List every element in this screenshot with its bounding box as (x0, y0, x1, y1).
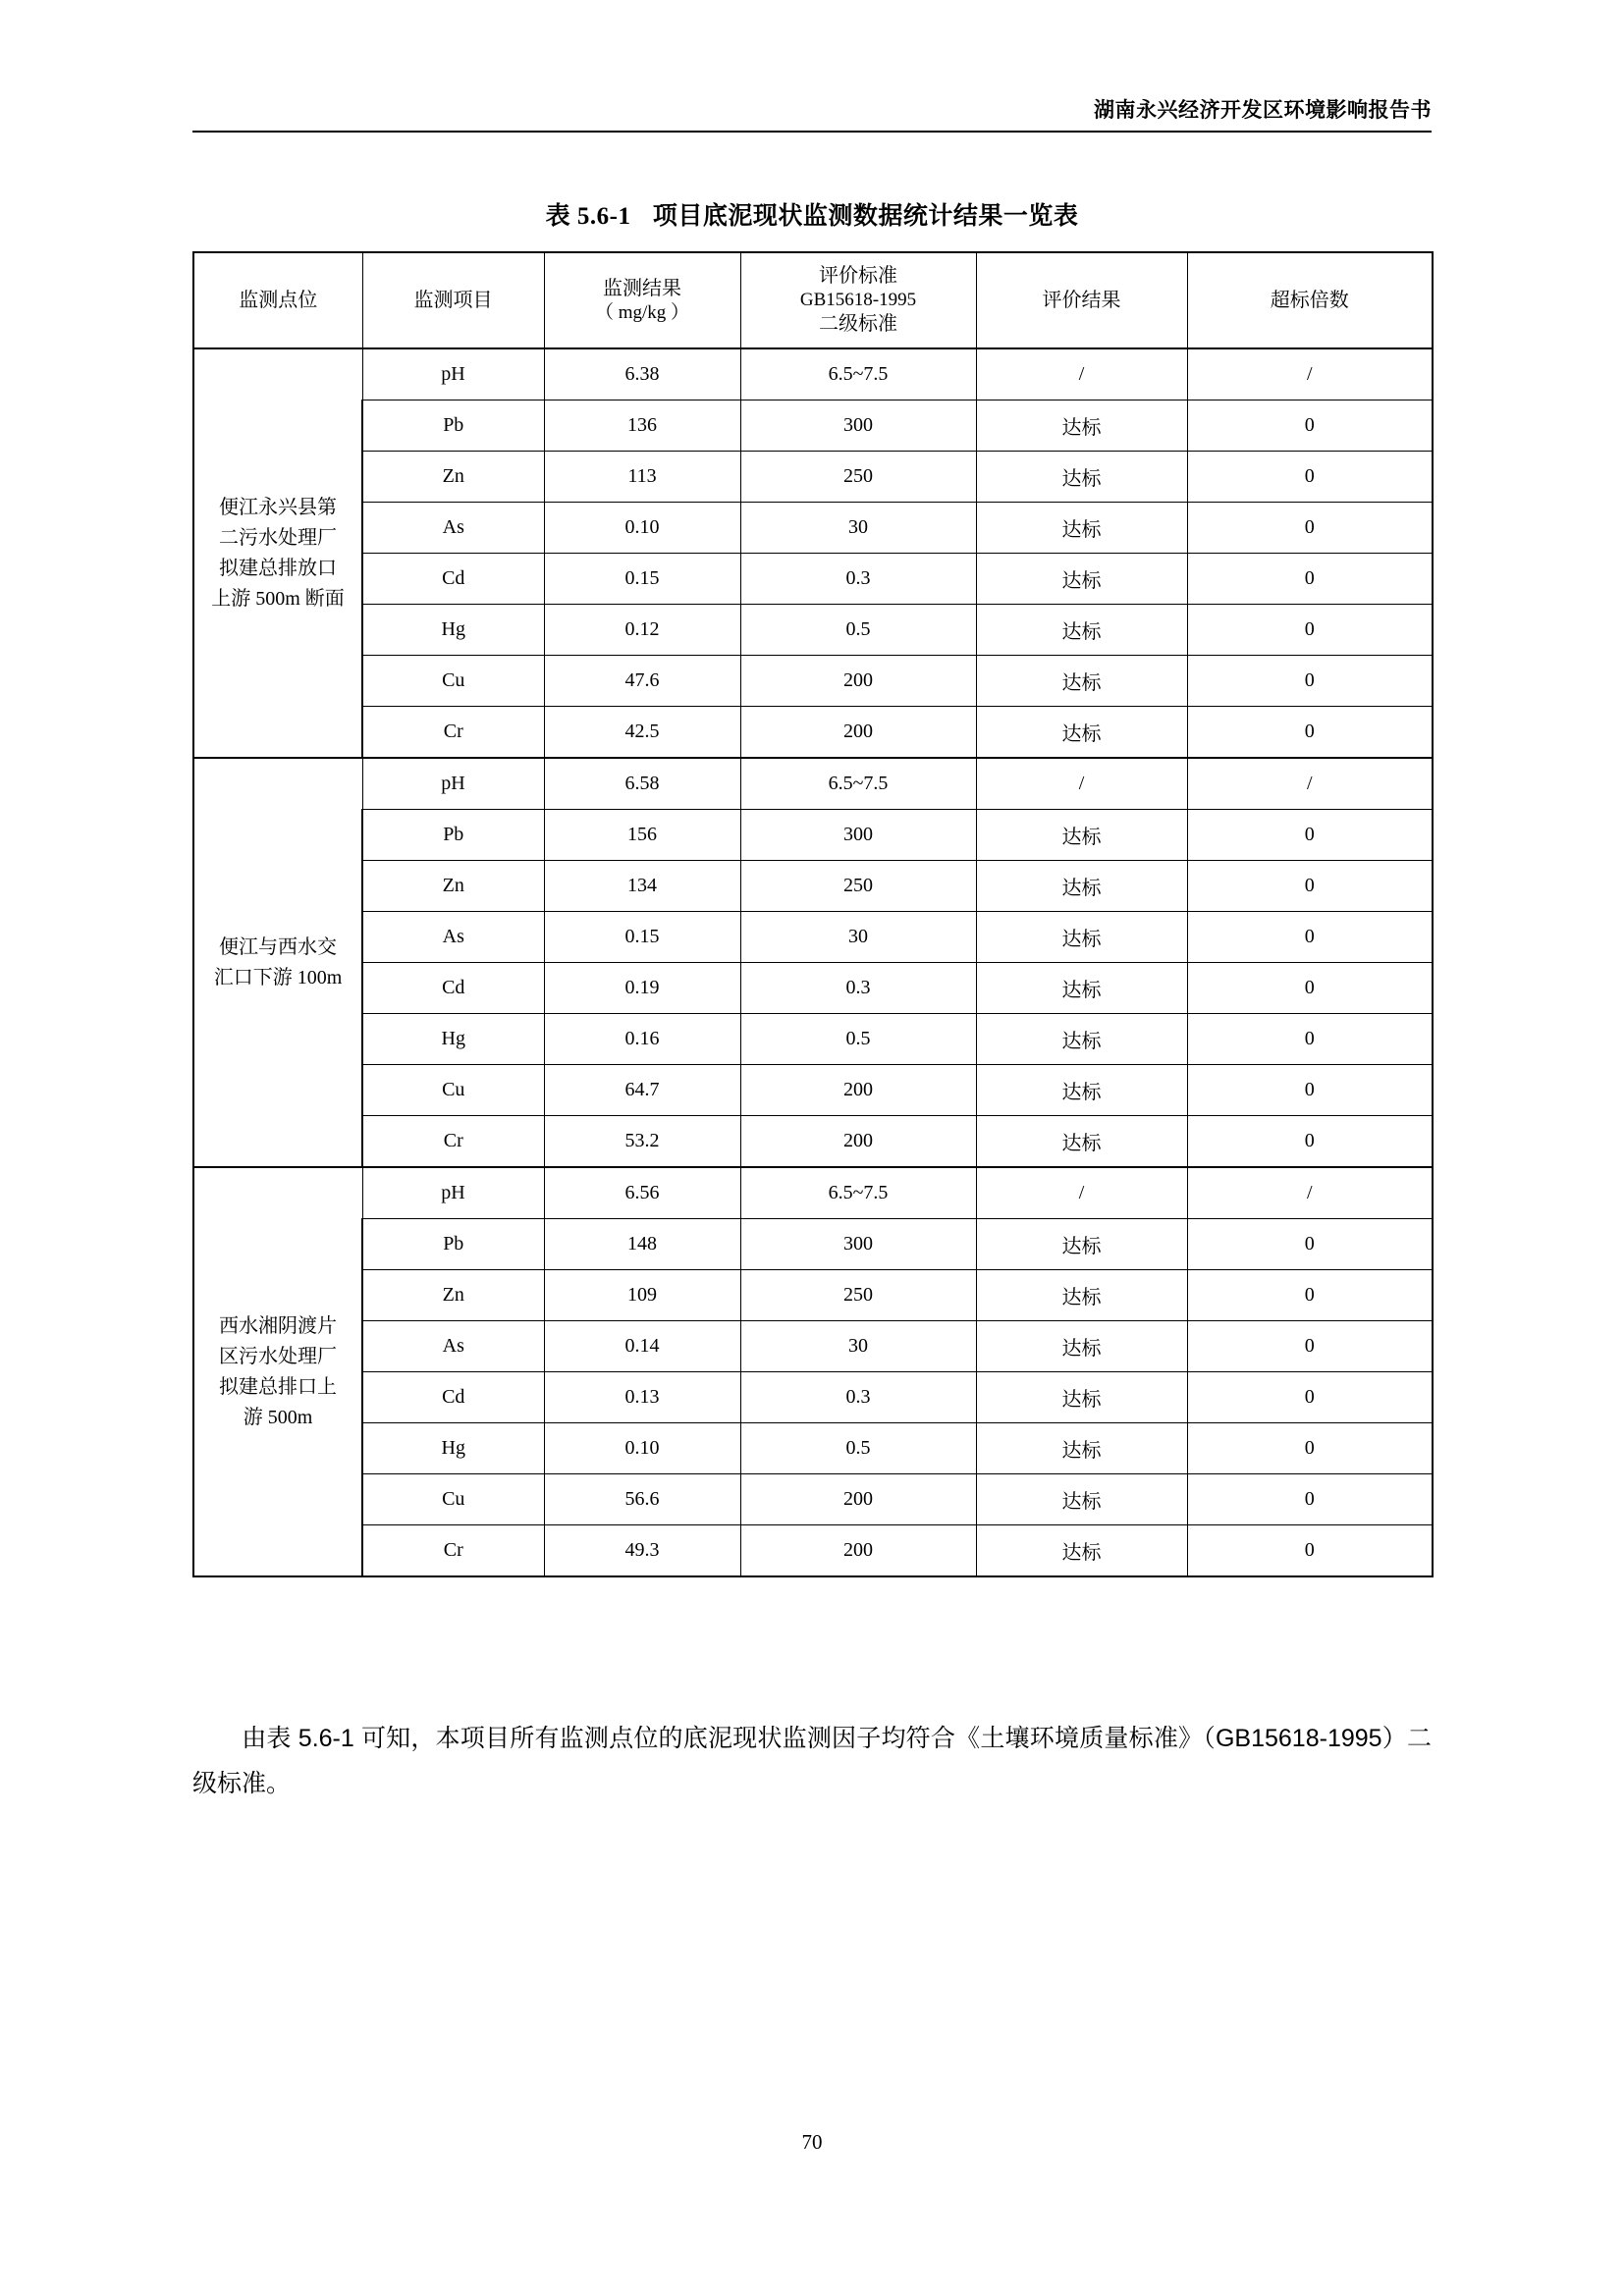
exceed-cell: 0 (1187, 1270, 1433, 1321)
standard-cell: 200 (740, 1065, 976, 1116)
exceed-cell: 0 (1187, 707, 1433, 759)
exceed-cell: 0 (1187, 400, 1433, 452)
evaluation-cell: 达标 (976, 400, 1187, 452)
item-cell: Hg (362, 605, 544, 656)
table-row (193, 452, 1433, 503)
standard-cell: 250 (740, 861, 976, 912)
item-cell: Pb (362, 810, 544, 861)
table-row (193, 810, 1433, 861)
table-row (193, 861, 1433, 912)
item-cell: pH (362, 1167, 544, 1219)
standard-cell: 200 (740, 1116, 976, 1168)
item-cell: Cu (362, 656, 544, 707)
result-cell: 53.2 (544, 1116, 740, 1168)
result-cell: 0.14 (544, 1321, 740, 1372)
table-row (193, 707, 1433, 759)
evaluation-cell: 达标 (976, 554, 1187, 605)
site-cell (193, 348, 362, 758)
site-line: 汇口下游 100m (213, 966, 343, 988)
table-row (193, 1372, 1433, 1423)
item-cell: As (362, 1321, 544, 1372)
table-caption-label: 表 5.6-1 (545, 203, 631, 230)
result-cell: 64.7 (544, 1065, 740, 1116)
result-cell: 6.38 (544, 348, 740, 400)
table-row (193, 1321, 1433, 1372)
exceed-cell: 0 (1187, 452, 1433, 503)
evaluation-cell: 达标 (976, 1014, 1187, 1065)
exceed-cell: 0 (1187, 861, 1433, 912)
monitoring-table-container (192, 251, 1432, 1577)
table-row (193, 1423, 1433, 1474)
result-cell: 0.16 (544, 1014, 740, 1065)
sediment-monitoring-table (192, 251, 1434, 1577)
exceed-cell: 0 (1187, 1423, 1433, 1474)
table-row (193, 1525, 1433, 1577)
standard-cell: 250 (740, 1270, 976, 1321)
standard-cell: 0.3 (740, 554, 976, 605)
standard-cell: 300 (740, 400, 976, 452)
running-header: 湖南永兴经济开发区环境影响报告书 (1094, 99, 1432, 122)
item-cell: Pb (362, 1219, 544, 1270)
evaluation-cell: 达标 (976, 1372, 1187, 1423)
table-caption-title: 项目底泥现状监测数据统计结果一览表 (652, 202, 1079, 230)
standard-cell: 6.5~7.5 (740, 348, 976, 400)
standard-cell: 30 (740, 912, 976, 963)
table-row (193, 1474, 1433, 1525)
standard-cell: 300 (740, 810, 976, 861)
result-cell: 0.10 (544, 503, 740, 554)
standard-cell: 0.3 (740, 963, 976, 1014)
item-cell: Pb (362, 400, 544, 452)
site-line: 上游 500m 断面 (211, 587, 345, 610)
site-line: 区污水处理厂 (219, 1345, 337, 1367)
evaluation-cell: 达标 (976, 605, 1187, 656)
table-caption (192, 196, 1432, 232)
exceed-cell: / (1187, 758, 1433, 810)
standard-cell: 0.5 (740, 605, 976, 656)
evaluation-cell: 达标 (976, 707, 1187, 759)
item-cell: As (362, 912, 544, 963)
evaluation-cell: 达标 (976, 1065, 1187, 1116)
item-cell: Zn (362, 1270, 544, 1321)
exceed-cell: 0 (1187, 963, 1433, 1014)
item-cell: Cr (362, 707, 544, 759)
result-cell: 0.12 (544, 605, 740, 656)
evaluation-cell: / (976, 758, 1187, 810)
exceed-cell: 0 (1187, 1474, 1433, 1525)
table-row (193, 400, 1433, 452)
item-cell: Hg (362, 1014, 544, 1065)
standard-cell: 6.5~7.5 (740, 758, 976, 810)
table-row (193, 963, 1433, 1014)
item-cell: Cd (362, 554, 544, 605)
evaluation-cell: 达标 (976, 1474, 1187, 1525)
standard-cell: 200 (740, 656, 976, 707)
page-number: 70 (801, 2130, 823, 2154)
table-row (193, 1270, 1433, 1321)
column-header-standard-line3: 二级标准 (819, 312, 897, 335)
evaluation-cell: 达标 (976, 912, 1187, 963)
column-header-result (544, 252, 740, 348)
result-cell: 6.58 (544, 758, 740, 810)
item-cell: pH (362, 758, 544, 810)
exceed-cell: 0 (1187, 912, 1433, 963)
item-cell: Cu (362, 1065, 544, 1116)
item-cell: Cr (362, 1525, 544, 1577)
column-header-standard-line1: 评价标准 (819, 265, 897, 288)
evaluation-cell: / (976, 348, 1187, 400)
result-cell: 6.56 (544, 1167, 740, 1219)
column-header-result-line2: （ mg/kg ） (594, 301, 690, 323)
result-cell: 42.5 (544, 707, 740, 759)
item-cell: Cu (362, 1474, 544, 1525)
site-cell (193, 1167, 362, 1576)
standard-cell: 200 (740, 707, 976, 759)
table-row (193, 1116, 1433, 1168)
column-header-standard (740, 252, 976, 348)
table-row (193, 348, 1433, 400)
item-cell: Cd (362, 963, 544, 1014)
result-cell: 113 (544, 452, 740, 503)
evaluation-cell: 达标 (976, 656, 1187, 707)
result-cell: 0.13 (544, 1372, 740, 1423)
exceed-cell: 0 (1187, 1525, 1433, 1577)
exceed-cell: 0 (1187, 554, 1433, 605)
exceed-cell: 0 (1187, 656, 1433, 707)
exceed-cell: 0 (1187, 1372, 1433, 1423)
result-cell: 134 (544, 861, 740, 912)
result-cell: 47.6 (544, 656, 740, 707)
standard-cell: 200 (740, 1474, 976, 1525)
standard-cell: 200 (740, 1525, 976, 1577)
site-line: 拟建总排口上 (219, 1375, 337, 1398)
exceed-cell: / (1187, 348, 1433, 400)
standard-cell: 300 (740, 1219, 976, 1270)
evaluation-cell: 达标 (976, 503, 1187, 554)
table-row (193, 1065, 1433, 1116)
table-row (193, 912, 1433, 963)
result-cell: 0.19 (544, 963, 740, 1014)
column-header-site: 监测点位 (193, 252, 362, 348)
item-cell: Zn (362, 452, 544, 503)
evaluation-cell: 达标 (976, 1423, 1187, 1474)
table-body (193, 348, 1433, 1576)
standard-cell: 250 (740, 452, 976, 503)
table-row (193, 758, 1433, 810)
evaluation-cell: 达标 (976, 1116, 1187, 1168)
result-cell: 0.15 (544, 912, 740, 963)
header-divider (192, 131, 1432, 133)
column-header-standard-line2: GB15618-1995 (799, 290, 917, 311)
result-cell: 0.15 (544, 554, 740, 605)
evaluation-cell: 达标 (976, 1525, 1187, 1577)
exceed-cell: 0 (1187, 1014, 1433, 1065)
exceed-cell: 0 (1187, 1321, 1433, 1372)
standard-cell: 30 (740, 1321, 976, 1372)
site-line: 便江永兴县第 (219, 496, 337, 518)
table-row (193, 554, 1433, 605)
column-header-result-line1: 监测结果 (603, 277, 681, 299)
evaluation-cell: 达标 (976, 963, 1187, 1014)
site-line: 游 500m (243, 1406, 313, 1428)
paragraph-text: 由表 5.6-1 可知，本项目所有监测点位的底泥现状监测因子均符合《土壤环境质量标准》（GB15618-1995）二级标准。 (192, 1725, 1432, 1798)
table-header-row (193, 252, 1433, 348)
result-cell: 156 (544, 810, 740, 861)
evaluation-cell: 达标 (976, 452, 1187, 503)
item-cell: pH (362, 348, 544, 400)
standard-cell: 6.5~7.5 (740, 1167, 976, 1219)
site-line: 西水湘阴渡片 (219, 1314, 337, 1337)
exceed-cell: 0 (1187, 1219, 1433, 1270)
table-row (193, 1167, 1433, 1219)
item-cell: Zn (362, 861, 544, 912)
column-header-evaluation: 评价结果 (976, 252, 1187, 348)
item-cell: Cr (362, 1116, 544, 1168)
evaluation-cell: 达标 (976, 810, 1187, 861)
column-header-exceed: 超标倍数 (1187, 252, 1433, 348)
table-row (193, 1219, 1433, 1270)
exceed-cell: 0 (1187, 605, 1433, 656)
site-line: 拟建总排放口 (219, 557, 337, 579)
result-cell: 49.3 (544, 1525, 740, 1577)
evaluation-cell: 达标 (976, 861, 1187, 912)
result-cell: 148 (544, 1219, 740, 1270)
exceed-cell: 0 (1187, 1116, 1433, 1168)
result-cell: 109 (544, 1270, 740, 1321)
site-cell (193, 758, 362, 1167)
exceed-cell: / (1187, 1167, 1433, 1219)
table-row (193, 1014, 1433, 1065)
table-row (193, 503, 1433, 554)
site-line: 便江与西水交 (219, 935, 337, 958)
column-header-item: 监测项目 (362, 252, 544, 348)
table-row (193, 656, 1433, 707)
item-cell: As (362, 503, 544, 554)
table-header (193, 252, 1433, 348)
exceed-cell: 0 (1187, 1065, 1433, 1116)
exceed-cell: 0 (1187, 810, 1433, 861)
site-line: 二污水处理厂 (219, 526, 337, 549)
standard-cell: 0.3 (740, 1372, 976, 1423)
standard-cell: 0.5 (740, 1423, 976, 1474)
standard-cell: 30 (740, 503, 976, 554)
body-paragraph (192, 1716, 1432, 1807)
evaluation-cell: 达标 (976, 1219, 1187, 1270)
item-cell: Cd (362, 1372, 544, 1423)
evaluation-cell: 达标 (976, 1321, 1187, 1372)
result-cell: 0.10 (544, 1423, 740, 1474)
table-row (193, 605, 1433, 656)
evaluation-cell: / (976, 1167, 1187, 1219)
result-cell: 56.6 (544, 1474, 740, 1525)
exceed-cell: 0 (1187, 503, 1433, 554)
evaluation-cell: 达标 (976, 1270, 1187, 1321)
item-cell: Hg (362, 1423, 544, 1474)
standard-cell: 0.5 (740, 1014, 976, 1065)
result-cell: 136 (544, 400, 740, 452)
